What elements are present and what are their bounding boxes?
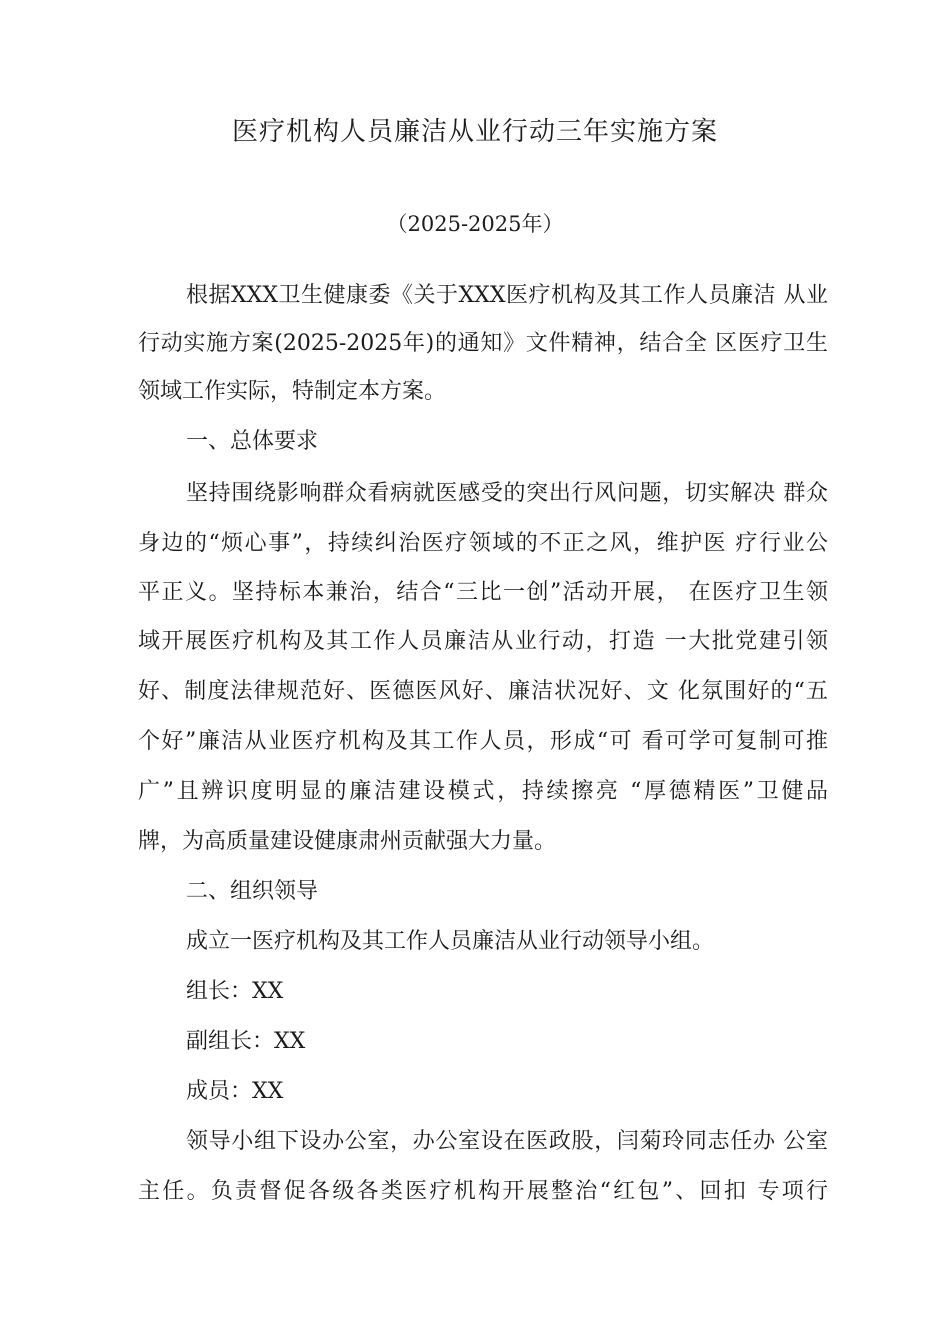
section-heading: 一、总体要求 — [186, 429, 319, 454]
paragraph-line: 主任。负责督促各级各类医疗机构开展整治“红包”、回扣 专项行 — [138, 1179, 828, 1204]
paragraph-line: 身边的“烦心事”，持续纠治医疗领域的不正之风，维护医 疗行业公 — [138, 531, 828, 556]
document-subtitle: （2025-2025年） — [386, 212, 564, 236]
paragraph-line: 坚持围绕影响群众看病就医感受的突出行风问题，切实解决 群众 — [186, 481, 828, 506]
section-heading: 二、组织领导 — [186, 879, 319, 904]
paragraph-line: 牌，为高质量建设健康肃州贡献强大力量。 — [138, 829, 557, 854]
paragraph-line: 个好”廉洁从业医疗机构及其工作人员，形成“可 看可学可复制可推 — [138, 729, 828, 754]
paragraph-line: 领导小组下设办公室，办公室设在医政股，闫菊玲同志任办 公室 — [186, 1129, 828, 1154]
paragraph-line: 成立一医疗机构及其工作人员廉洁从业行动领导小组。 — [186, 929, 715, 954]
paragraph-line: 成员：XX — [186, 1079, 284, 1104]
paragraph-line: 领域工作实际，特制定本方案。 — [138, 379, 447, 404]
paragraph-line: 广”且辨识度明显的廉洁建设模式，持续擦亮 “厚德精医”卫健品 — [138, 779, 828, 804]
paragraph-line: 平正义。坚持标本兼治，结合“三比一创”活动开展， 在医疗卫生领 — [138, 580, 828, 605]
paragraph-line: 好、制度法律规范好、医德医风好、廉洁状况好、文 化氛围好的“五 — [138, 679, 828, 704]
document-title: 医疗机构人员廉洁从业行动三年实施方案 — [231, 117, 718, 147]
paragraph-line: 组长：XX — [186, 979, 284, 1004]
paragraph-line: 域开展医疗机构及其工作人员廉洁从业行动，打造 一大批党建引领 — [138, 629, 828, 654]
paragraph-line: 根据XXX卫生健康委《关于XXX医疗机构及其工作人员廉洁 从业 — [186, 283, 828, 308]
paragraph-line: 行动实施方案(2025-2025年)的通知》文件精神，结合全 区医疗卫生 — [138, 331, 828, 356]
paragraph-line: 副组长：XX — [186, 1029, 306, 1054]
